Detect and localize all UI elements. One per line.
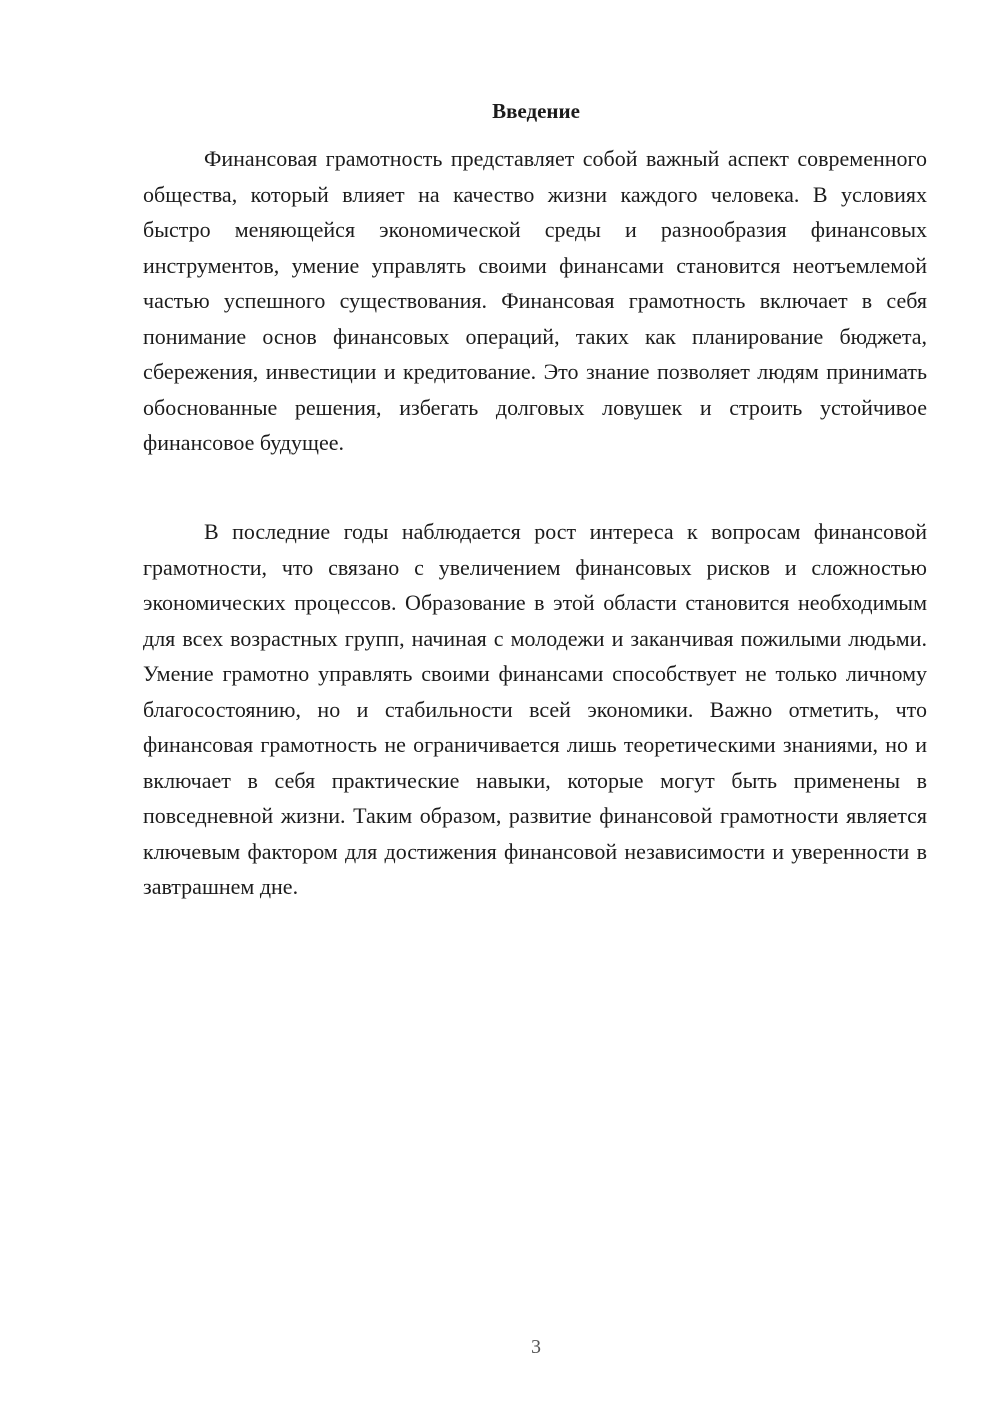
section-title: Введение bbox=[492, 99, 580, 123]
page-number: 3 bbox=[531, 1336, 541, 1358]
paragraph-2: В последние годы наблюдается рост интереса к вопросам финансовой грамотности, что связано с увеличением финансовых рисков и сложностью экономических процессов. Образование в этой области становится необходимым для всех возрастных групп, начиная с молодежи и заканчивая пожилыми людьми. Умение грамотно управлять своими финансами способствует не только личному благосостоянию, но и стабильности всей экономики. Важно отметить, что финансовая грамотность не ограничивается лишь теоретическими знаниями, но и включает в себя практические навыки, которые могут быть применены в повседневной жизни. Таким образом, развитие финансовой грамотности является ключевым фактором для достижения финансовой независимости и уверенности в завтрашнем дне. bbox=[143, 519, 927, 899]
paragraph-1: Финансовая грамотность представляет собой важный аспект современного общества, который влияет на качество жизни каждого человека. В условиях быстро меняющейся экономической среды и разнообразия финансовых инструментов, умение управлять своими финансами становится неотъемлемой частью успешного существования. Финансовая грамотность включает в себя понимание основ финансовых операций, таких как планирование бюджета, сбережения, инвестиции и кредитование. Это знание позволяет людям принимать обоснованные решения, избегать долговых ловушек и строить устойчивое финансовое будущее. bbox=[143, 146, 927, 455]
